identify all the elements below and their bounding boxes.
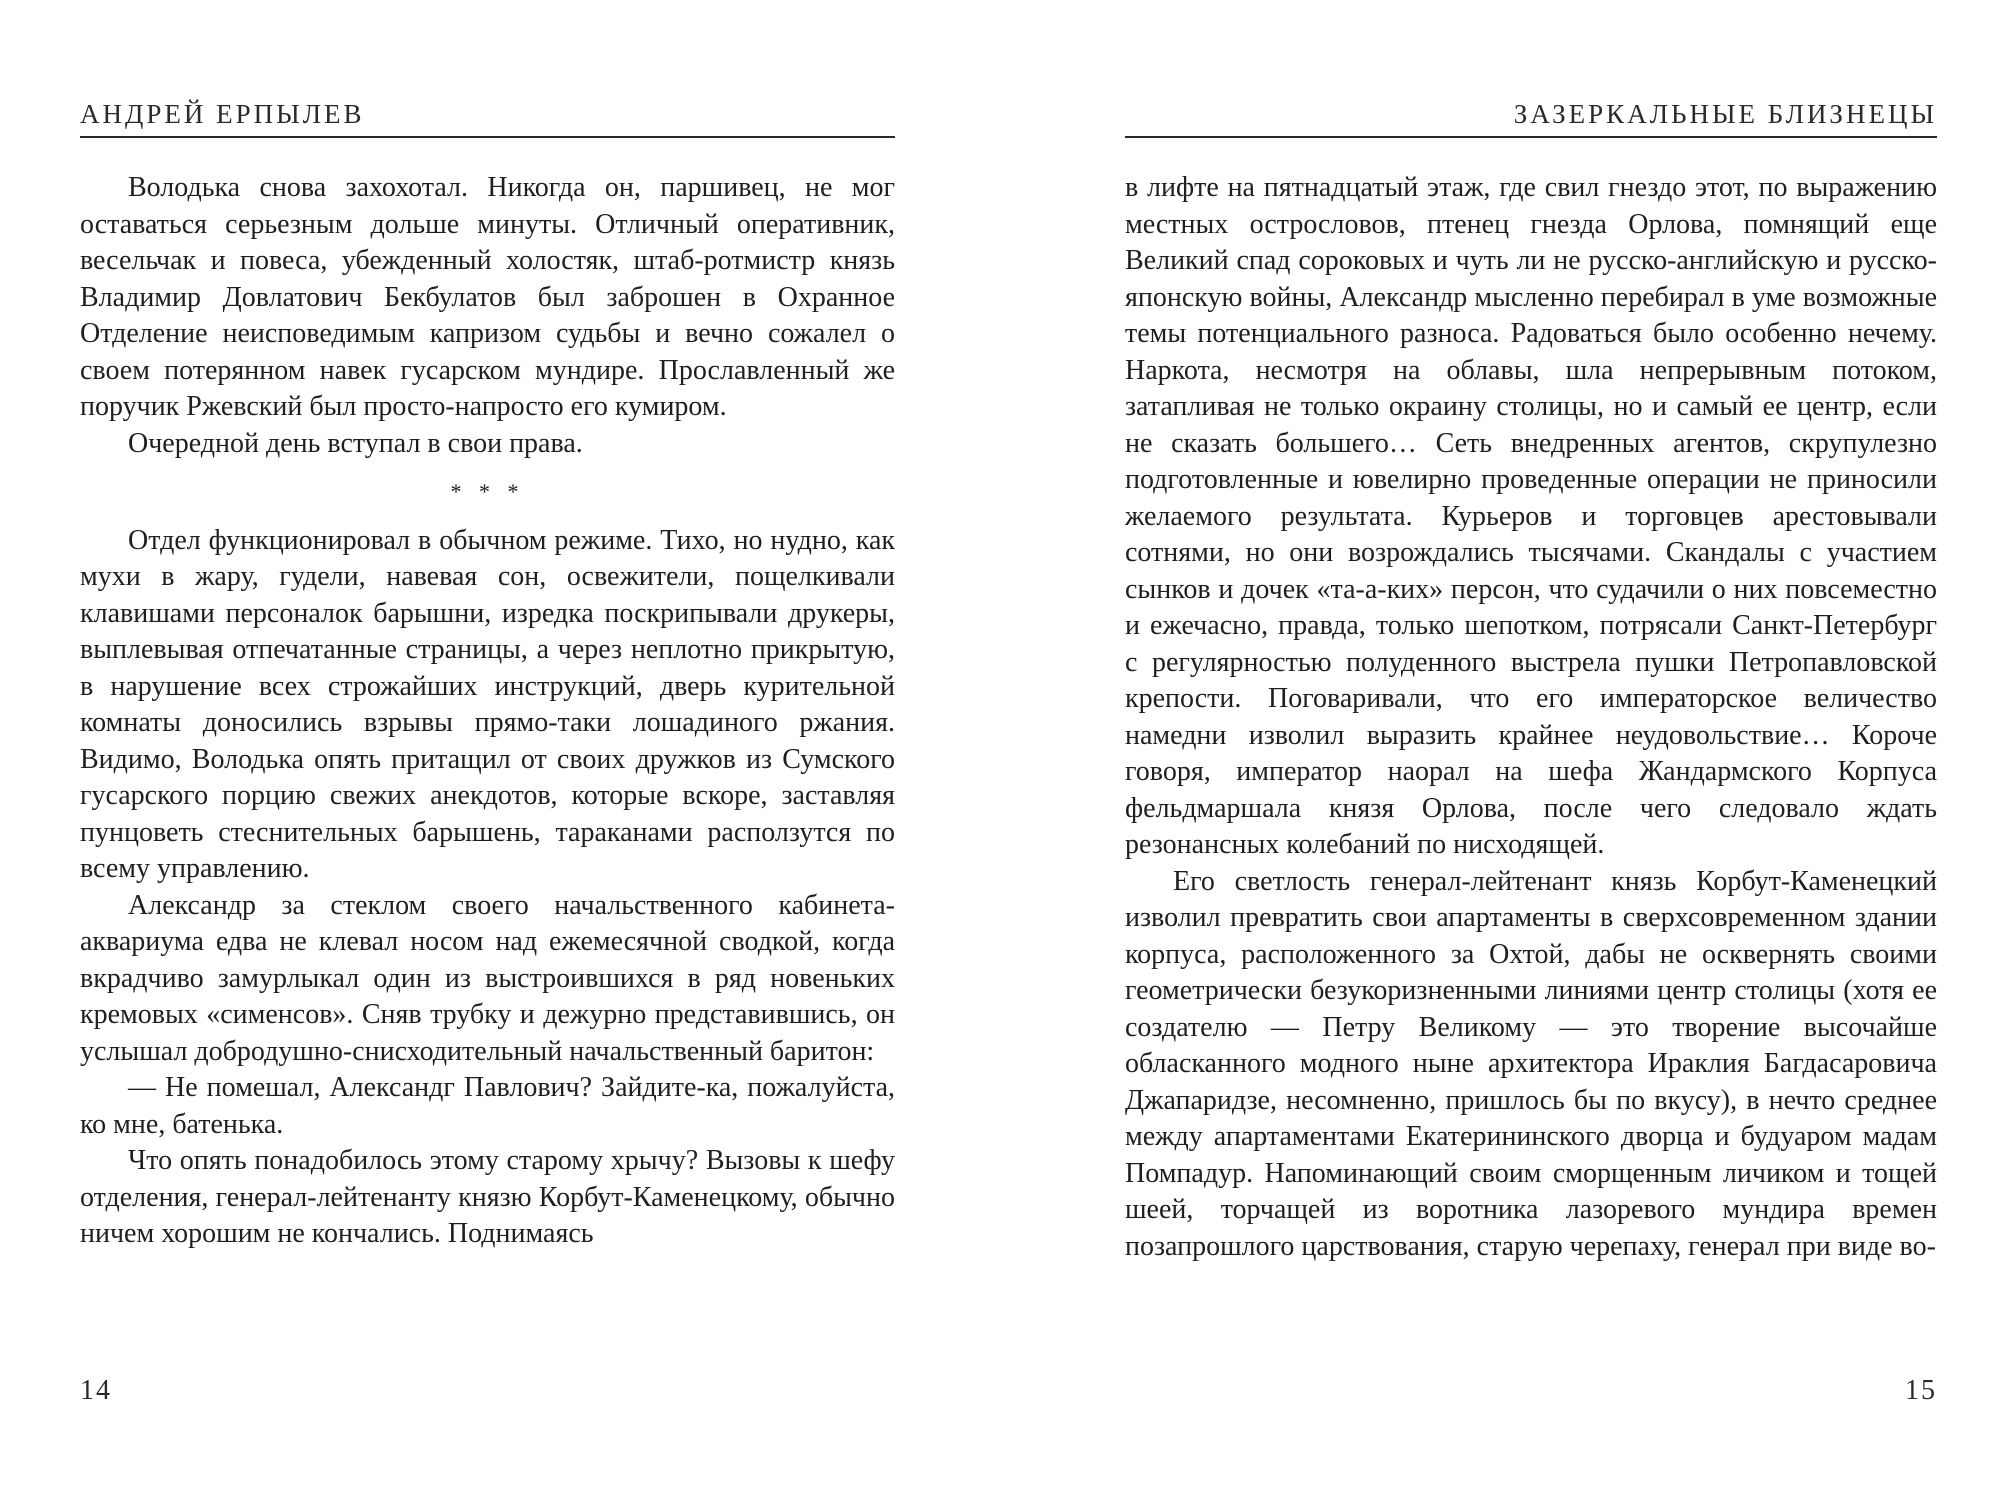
page-number: 14 xyxy=(80,1375,112,1406)
paragraph: Что опять понадобилось этому старому хрычу? Вызовы к шефу отделения, генерал-лейтенанту князю Корбут-Каменецкому, обычно ничем хорошим не кончались. Поднимаясь xyxy=(80,1145,895,1249)
paragraph: в лифте на пятнадцатый этаж, где свил гнездо этот, по выражению местных острословов, птенец гнезда Орлова, помнящий еще Великий спад сороковых и чуть ли не русско-английскую и русско-японскую войны, Александр мысленно перебирал в уме возможные темы потенциального разноса. Радоваться было особенно нечему. Наркота, несмотря на облавы, шла непрерывным потоком, затапливая не только окраину столицы, но и самый ее центр, если не сказать большего… Сеть внедренных агентов, скрупулезно подготовленные и ювелирно проведенные операции не приносили желаемого результата. Курьеров и торговцев арестовывали сотнями, но они возрождались тысячами. Скандалы с участием сынков и дочек «та-а-ких» персон, что судачили о них повсеместно и ежечасно, правда, только шепотком, потрясали Санкт-Петербург с регулярностью полуденного выстрела пушки Петропавловской крепости. Поговаривали, что его императорское величество намедни изволил выразить крайнее неудовольствие… Короче говоря, император наорал на шефа Жандармского Корпуса фельдмаршала князя Орлова, после чего следовало ждать резонансных колебаний по нисходящей. xyxy=(1125,172,1937,860)
paragraph: Отдел функционировал в обычном режиме. Тихо, но нудно, как мухи в жару, гудели, навевая сон, освежители, пощелкивали клавишами персоналок барышни, изредка поскрипывали друкеры, выплевывая отпечатанные страницы, а через неплотно прикрытую, в нарушение всех строжайших инструкций, дверь курительной комнаты доносились взрывы прямо-таки лошадиного ржания. Видимо, Володька опять притащил от своих дружков из Сумского гусарского порцию свежих анекдотов, которые вскоре, заставляя пунцоветь стеснительных барышень, тараканами расползутся по всему управлению. xyxy=(80,524,895,884)
paragraph: Очередной день вступал в свои права. xyxy=(128,427,583,459)
left-page-body xyxy=(80,170,895,1253)
page-number: 15 xyxy=(1905,1375,1937,1406)
section-divider: * * * xyxy=(450,479,525,504)
right-page xyxy=(1125,0,1937,1491)
running-head-title: ЗАЗЕРКАЛЬНЫЕ БЛИЗНЕЦЫ xyxy=(1125,96,1937,138)
paragraph: Володька снова захохотал. Никогда он, паршивец, не мог оставаться серьезным дольше минуты. Отличный оперативник, весельчак и повеса, убежденный холостяк, штаб-ротмистр князь Владимир Довлатович Бекбулатов был заброшен в Охранное Отделение неисповедимым капризом судьбы и вечно сожалел о своем потерянном навек гусарском мундире. Прославленный же поручик Ржевский был просто-напросто его кумиром. xyxy=(80,172,895,422)
paragraph: — Не помешал, Александг Павлович? Зайдите-ка, пожалуйста, ко мне, батенька. xyxy=(80,1072,895,1140)
running-head-author: АНДРЕЙ ЕРПЫЛЕВ xyxy=(80,96,895,138)
left-page xyxy=(80,0,895,1491)
right-page-body xyxy=(1125,170,1937,1265)
paragraph: Его светлость генерал-лейтенант князь Корбут-Каменецкий изволил превратить свои апартаменты в сверхсовременном здании корпуса, расположенного за Охтой, дабы не осквернять своими геометрически безукоризненными линиями центр столицы (хотя ее создателю — Петру Великому — это творение высочайше обласканного модного ныне архитектора Ираклия Багдасаровича Джапаридзе, несомненно, пришлось бы по вкусу), в нечто среднее между апартаментами Екатерининского дворца и будуаром мадам Помпадур. Напоминающий своим сморщенным личиком и тощей шеей, торчащей из воротника лазоревого мундира времен позапрошлого царствования, старую черепаху, генерал при виде во- xyxy=(1125,865,1937,1262)
paragraph: Александр за стеклом своего начальственного кабинета-аквариума едва не клевал носом над ежемесячной сводкой, когда вкрадчиво замурлыкал один из выстроившихся в ряд новеньких кремовых «сименсов». Сняв трубку и дежурно представившись, он услышал добродушно-снисходительный начальственный баритон: xyxy=(80,889,895,1067)
